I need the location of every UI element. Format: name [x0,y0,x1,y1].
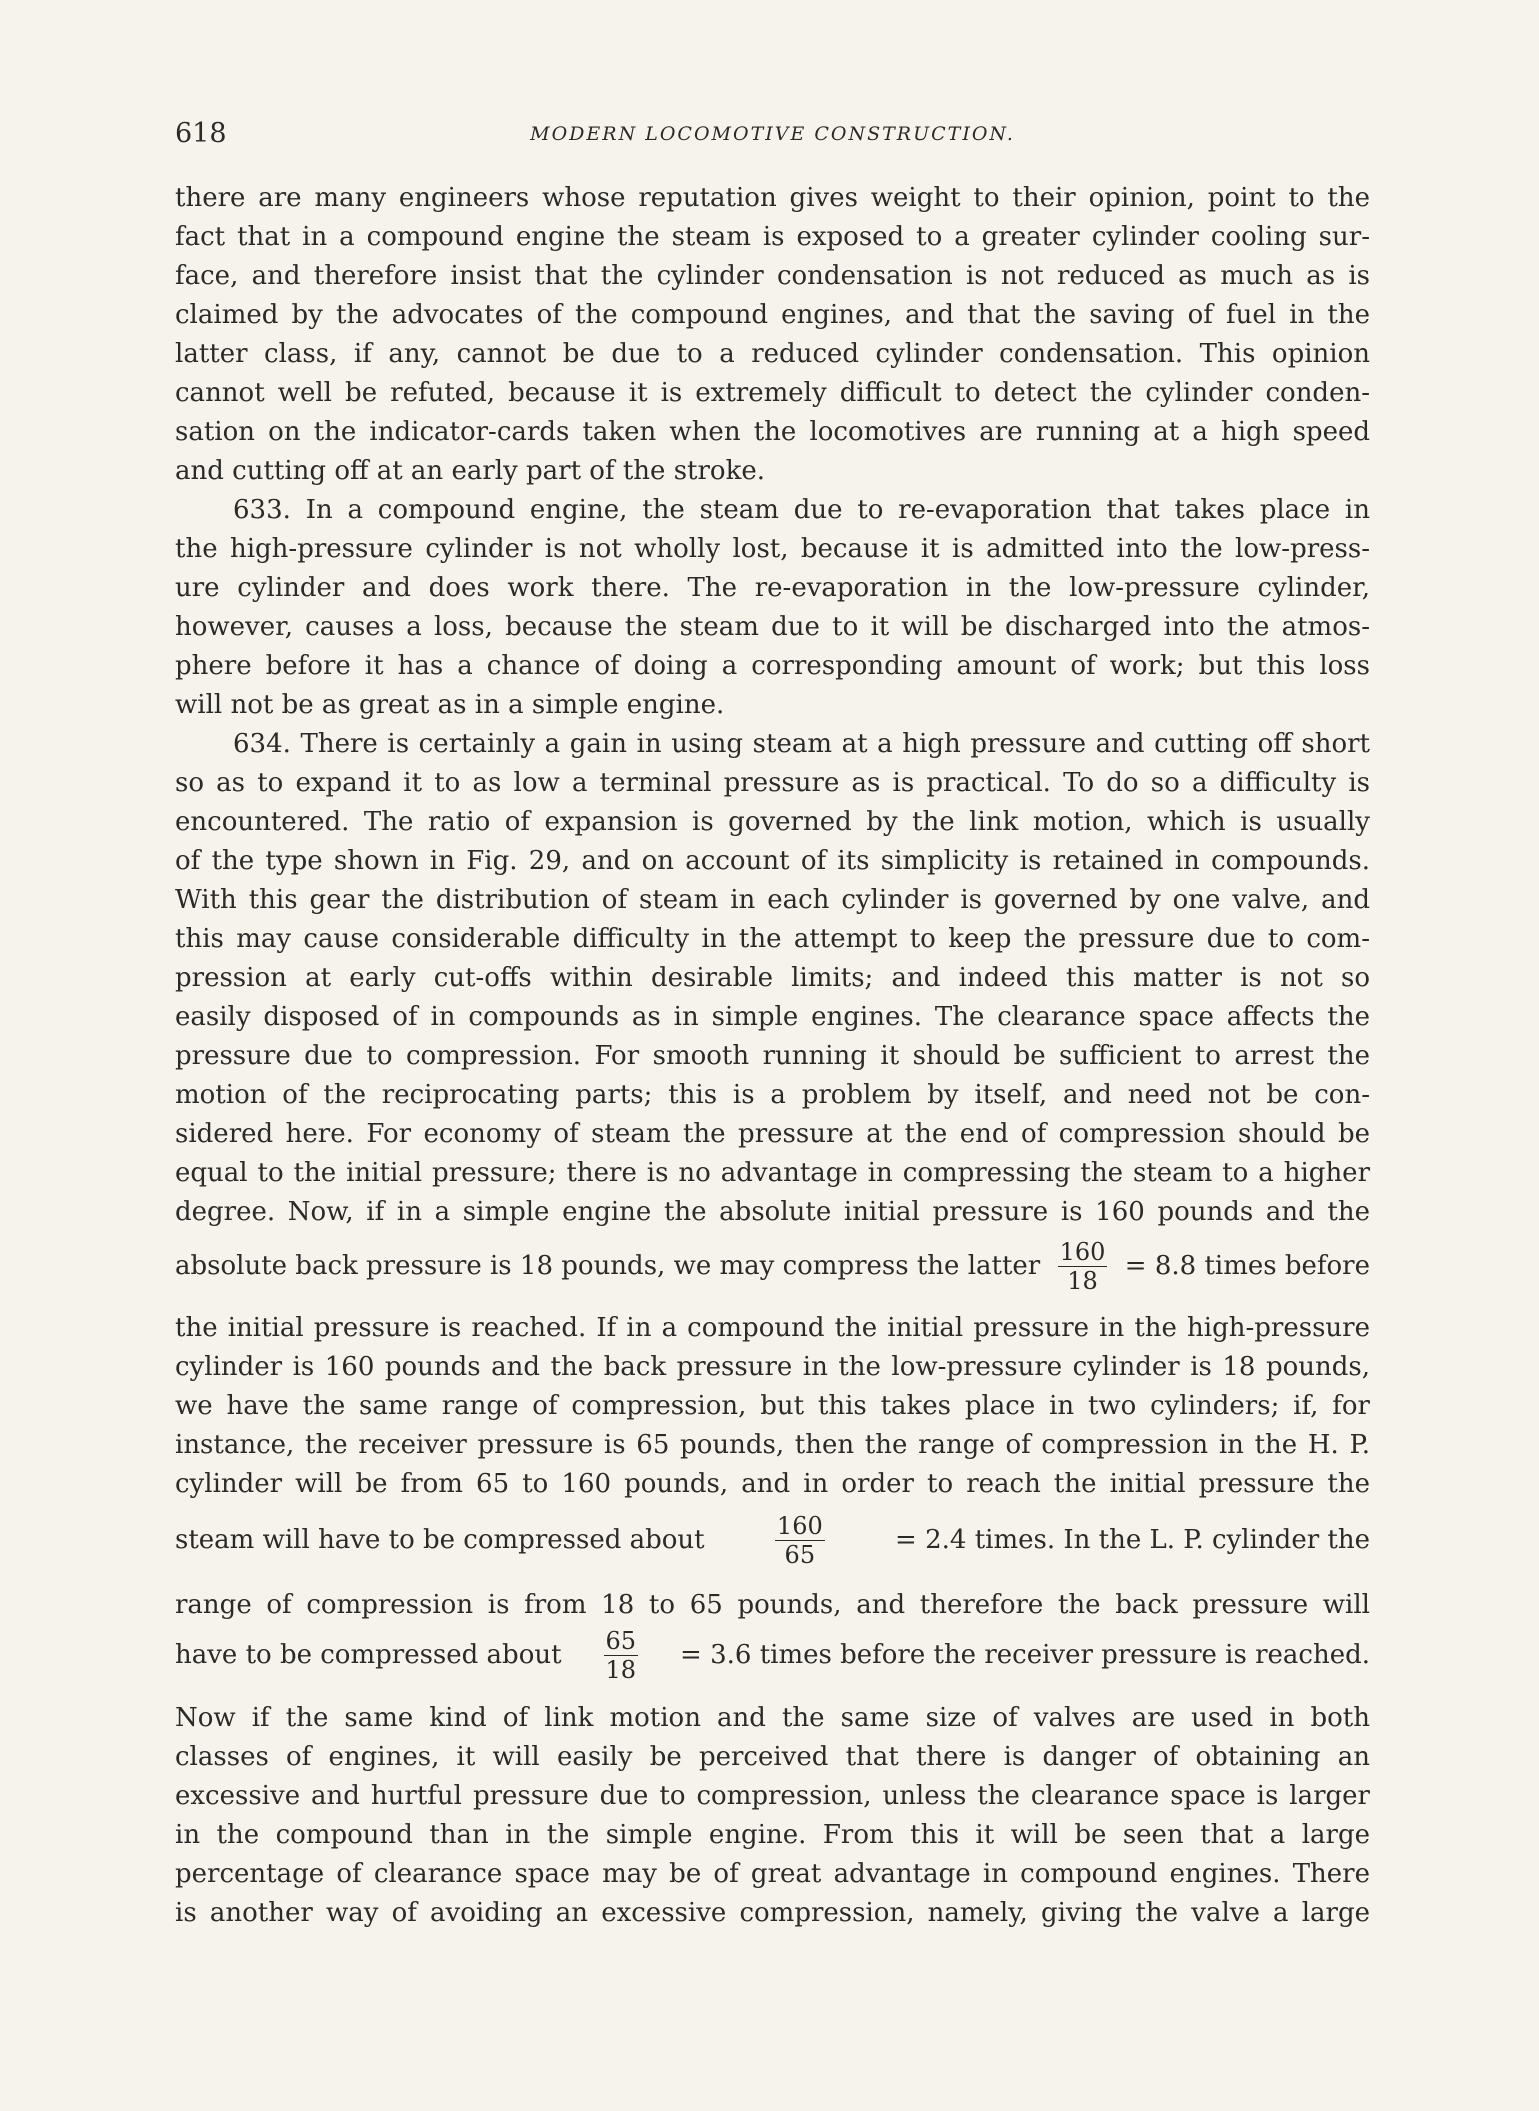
paragraph-633-start: 633. In a compound engine, the steam due to re-evaporation that takes place in [233,495,1370,525]
text-line: cylinder will be from 65 to 160 pounds, and in order to reach the initial pressure the [175,1469,1370,1499]
text-line: easily disposed of in compounds as in simple engines. The clearance space affects the [175,1002,1370,1032]
fraction-line-before: have to be compressed about [175,1640,562,1670]
text-line: and cutting off at an early part of the stroke. [175,456,765,486]
fraction-line [175,1231,1370,1301]
text-line: there are many engineers whose reputation gives weight to their opinion, point to the [175,183,1370,213]
text-line: degree. Now, if in a simple engine the absolute initial pressure is 160 pounds and the [175,1197,1370,1227]
text-line: face, and therefore insist that the cylinder condensation is not reduced as much as is [175,261,1370,291]
text-line: phere before it has a chance of doing a corresponding amount of work; but this loss [175,651,1370,681]
fraction-line [175,1505,1370,1575]
fraction [604,1627,639,1684]
fraction-line [175,1620,1370,1690]
text-line: latter class, if any, cannot be due to a reduced cylinder condensation. This opinion [175,339,1370,369]
running-title: MODERN LOCOMOTIVE CONSTRUCTION. [530,123,1015,145]
text-line: we have the same range of compression, but this takes place in two cylinders; if, for [175,1391,1370,1421]
fraction-denominator: 18 [605,1655,637,1684]
text-line: fact that in a compound engine the steam is exposed to a greater cylinder cooling sur- [175,222,1370,252]
text-line: excessive and hurtful pressure due to compression, unless the clearance space is larger [175,1781,1370,1811]
fraction-numerator: 160 [776,1511,823,1540]
text-line: the initial pressure is reached. If in a compound the initial pressure in the high-pressure [175,1313,1370,1343]
fraction-numerator: 65 [605,1626,637,1655]
fraction-denominator: 18 [1067,1266,1098,1295]
text-line: percentage of clearance space may be of great advantage in compound engines. There [175,1859,1370,1889]
fraction-line-after: = 2.4 times. In the L. P. cylinder the [895,1525,1370,1555]
text-line: instance, the receiver pressure is 65 pounds, then the range of compression in the H. P. [175,1430,1370,1460]
fraction-line-before: steam will have to be compressed about [175,1525,705,1555]
text-line: is another way of avoiding an excessive compression, namely, giving the valve a large [175,1898,1370,1928]
text-line: motion of the reciprocating parts; this is a problem by itself, and need not be con- [175,1080,1370,1110]
fraction-line-after: = 3.6 times before the receiver pressure is reached. [680,1640,1370,1670]
text-line: equal to the initial pressure; there is no advantage in compressing the steam to a higher [175,1158,1370,1188]
text-line: encountered. The ratio of expansion is governed by the link motion, which is usually [175,807,1370,837]
text-line: of the type shown in Fig. 29, and on account of its simplicity is retained in compounds. [175,846,1370,876]
text-line: so as to expand it to as low a terminal pressure as is practical. To do so a difficulty is [175,768,1370,798]
fraction [1058,1238,1108,1295]
text-line: will not be as great as in a simple engine. [175,690,725,720]
fraction-line-after: = 8.8 times before [1124,1251,1370,1281]
text-line: in the compound than in the simple engine. From this it will be seen that a large [175,1820,1370,1850]
text-line: classes of engines, it will easily be perceived that there is danger of obtaining an [175,1742,1370,1772]
fraction-denominator: 65 [784,1540,816,1569]
text-line: cylinder is 160 pounds and the back pressure in the low-pressure cylinder is 18 pounds, [175,1352,1370,1382]
fraction-numerator: 160 [1059,1237,1106,1266]
text-line: cannot well be refuted, because it is extremely difficult to detect the cylinder conden- [175,378,1370,408]
text-line: ure cylinder and does work there. The re-evaporation in the low-pressure cylinder, [175,573,1370,603]
text-line: the high-pressure cylinder is not wholly lost, because it is admitted into the low-press- [175,534,1370,564]
text-line: sidered here. For economy of steam the pressure at the end of compression should be [175,1119,1370,1149]
fraction-line-before: absolute back pressure is 18 pounds, we may compress the latter [175,1251,1041,1281]
text-line: pression at early cut-offs within desirable limits; and indeed this matter is not so [175,963,1370,993]
paragraph-634-start: 634. There is certainly a gain in using steam at a high pressure and cutting off short [233,729,1370,759]
text-line: this may cause considerable difficulty in the attempt to keep the pressure due to com- [175,924,1370,954]
text-line: range of compression is from 18 to 65 pounds, and therefore the back pressure will [175,1590,1370,1620]
text-line: With this gear the distribution of steam in each cylinder is governed by one valve, and [175,885,1370,915]
page-number: 618 [175,118,227,149]
page-header [175,118,1370,158]
text-line: sation on the indicator-cards taken when the locomotives are running at a high speed [175,417,1370,447]
text-line: pressure due to compression. For smooth running it should be sufficient to arrest the [175,1041,1370,1071]
text-line: Now if the same kind of link motion and the same size of valves are used in both [175,1703,1370,1733]
text-line: however, causes a loss, because the steam due to it will be discharged into the atmos- [175,612,1370,642]
text-line: claimed by the advocates of the compound engines, and that the saving of fuel in the [175,300,1370,330]
fraction [775,1512,825,1569]
